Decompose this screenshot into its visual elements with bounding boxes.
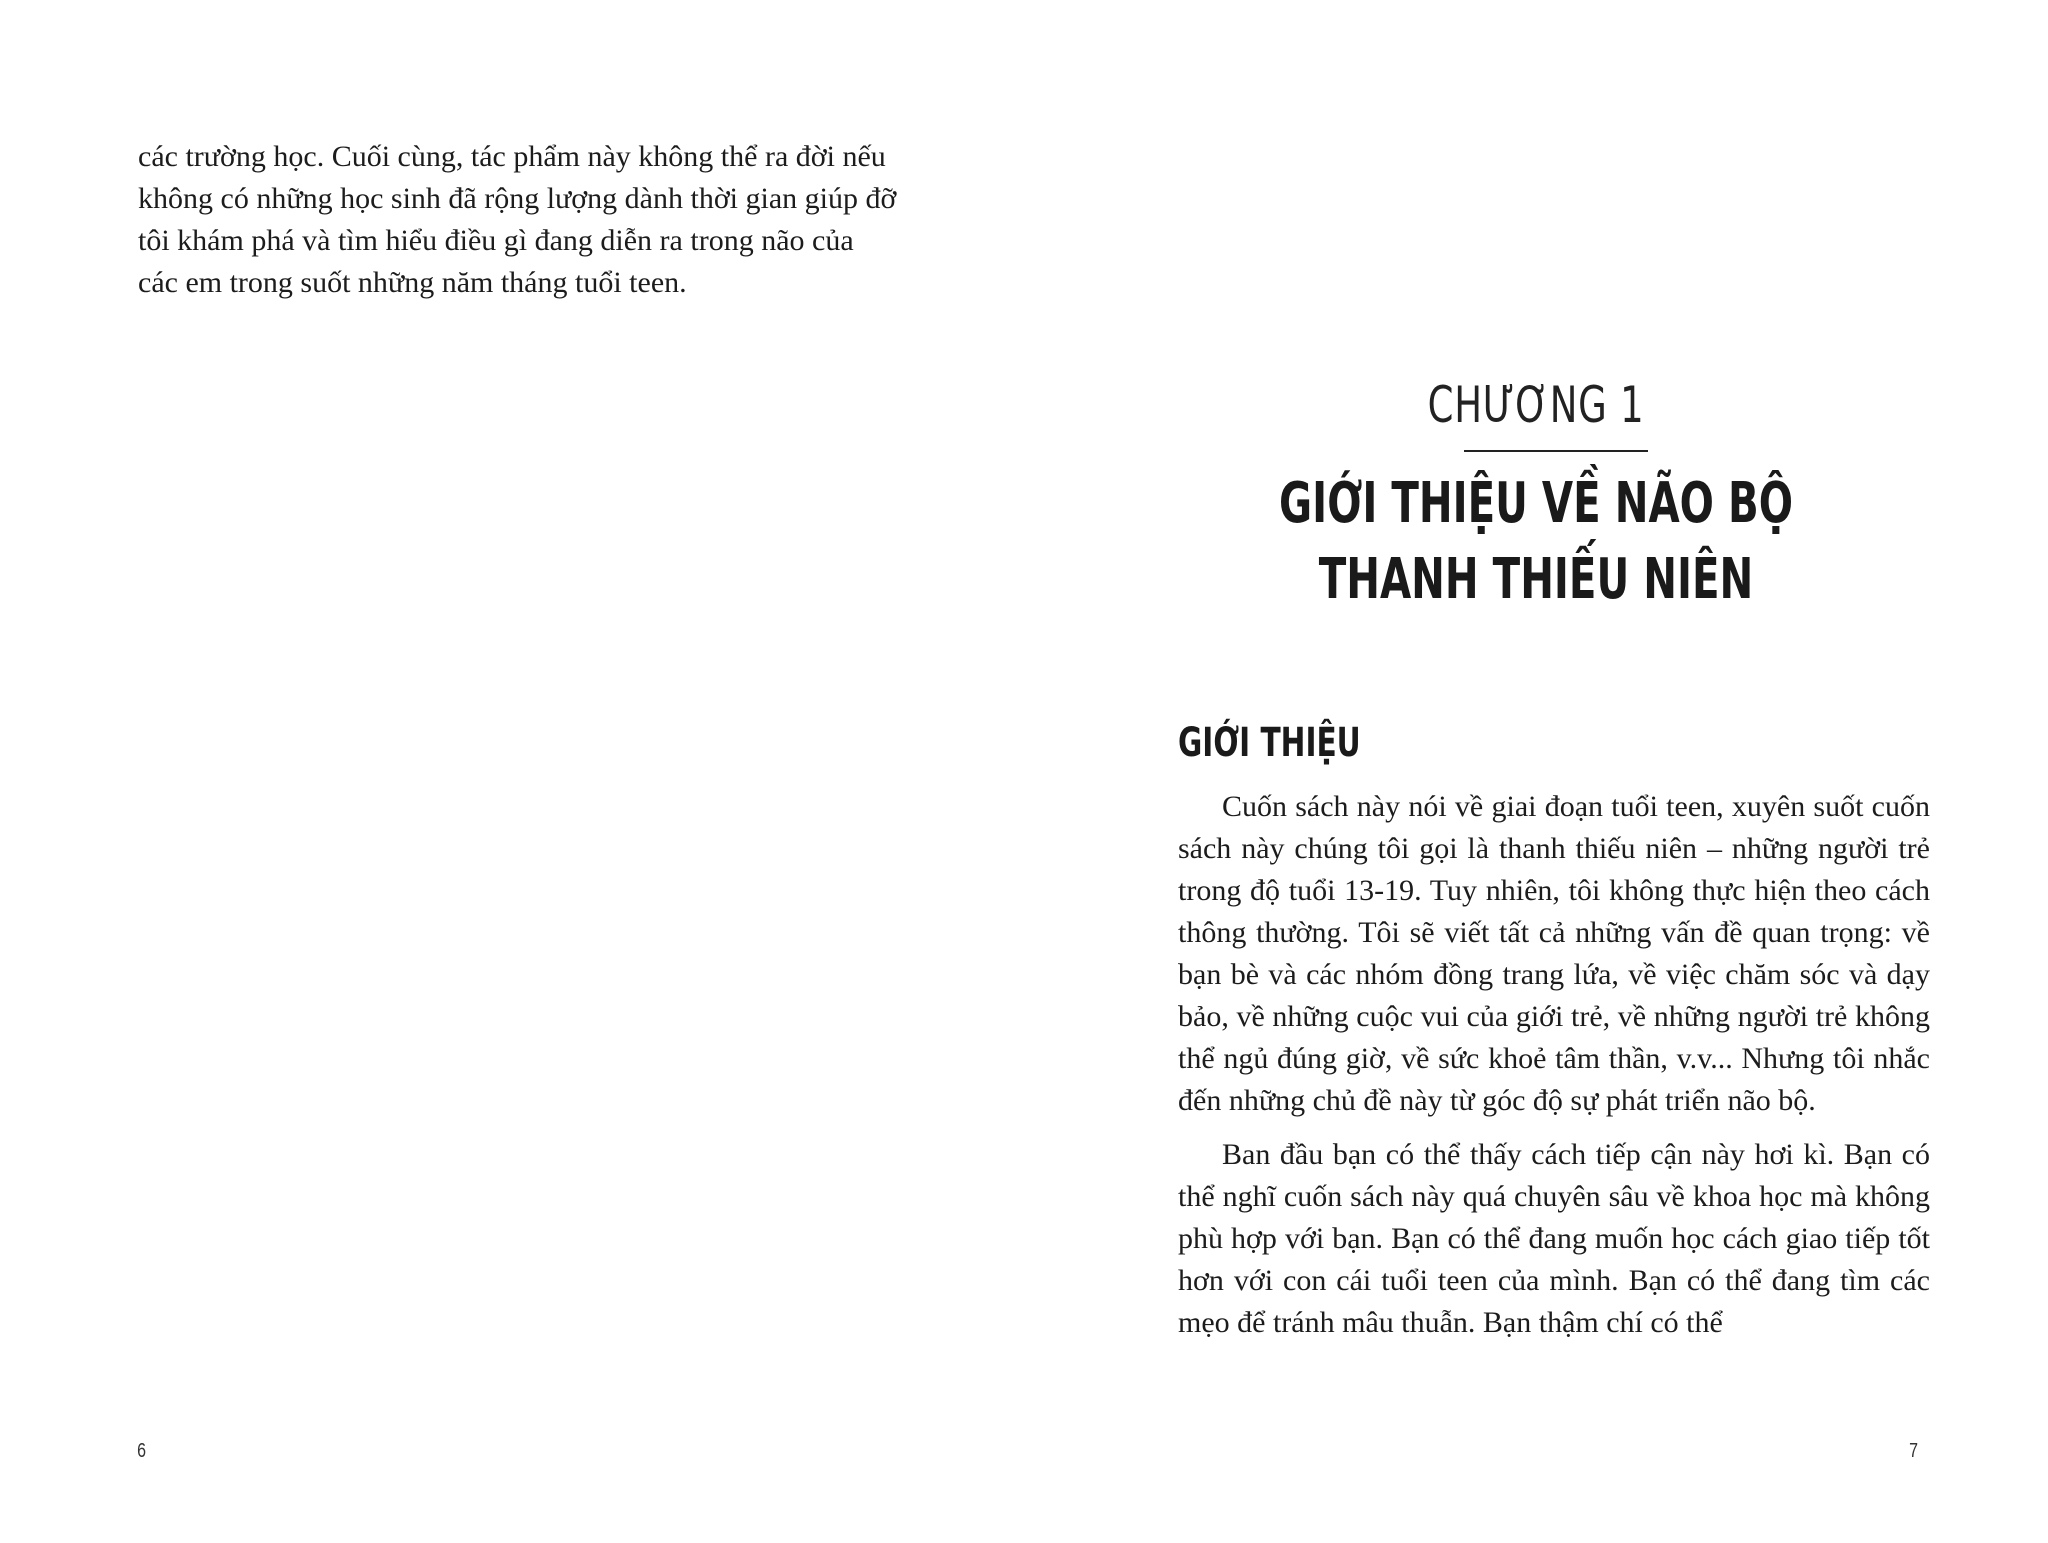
body-paragraph-1: Cuốn sách này nói về giai đoạn tuổi teen, xuyên suốt cuốn sách này chúng tôi gọi là thanh thiếu niên – những người trẻ trong độ tuổi 13-19. Tuy nhiên, tôi không thực hiện theo cách thông thường. Tôi sẽ viết tất cả những vấn đề quan trọng: về bạn bè và các nhóm đồng trang lứa, về việc chăm sóc và dạy bảo, về những cuộc vui của giới trẻ, về những người trẻ không thể ngủ đúng giờ, về sức khoẻ tâm thần, v.v... Nhưng tôi nhắc đến những chủ đề này từ góc độ sự phát triển não bộ.: [1178, 790, 1930, 1117]
left-page-paragraph: các trường học. Cuối cùng, tác phẩm này không thể ra đời nếu không có những học sinh đã rộng lượng dành thời gian giúp đỡ tôi khám phá và tìm hiểu điều gì đang diễn ra trong não của các em trong suốt những năm tháng tuổi teen.: [138, 140, 897, 299]
right-page-text-block: [1178, 786, 1930, 1344]
body-paragraph-2: Ban đầu bạn có thể thấy cách tiếp cận này hơi kì. Bạn có thể nghĩ cuốn sách này quá chuyên sâu về khoa học mà không phù hợp với bạn. Bạn có thể đang muốn học cách giao tiếp tốt hơn với con cái tuổi teen của mình. Bạn có thể đang tìm các mẹo để tránh mâu thuẫn. Bạn thậm chí có thể: [1178, 1138, 1930, 1339]
chapter-label: CHƯƠNG 1: [1427, 376, 1645, 434]
chapter-title-line-1: GIỚI THIỆU VỀ NÃO BỘ: [1279, 471, 1793, 536]
page-number-left: 6: [137, 1440, 147, 1462]
page-number-right: 7: [1909, 1440, 1919, 1462]
left-page-text-block: [138, 136, 898, 304]
section-heading: GIỚI THIỆU: [1178, 720, 1361, 766]
chapter-title: [1024, 466, 2048, 618]
chapter-title-line-2: THANH THIẾU NIÊN: [1318, 547, 1754, 612]
chapter-divider: [1464, 450, 1648, 452]
